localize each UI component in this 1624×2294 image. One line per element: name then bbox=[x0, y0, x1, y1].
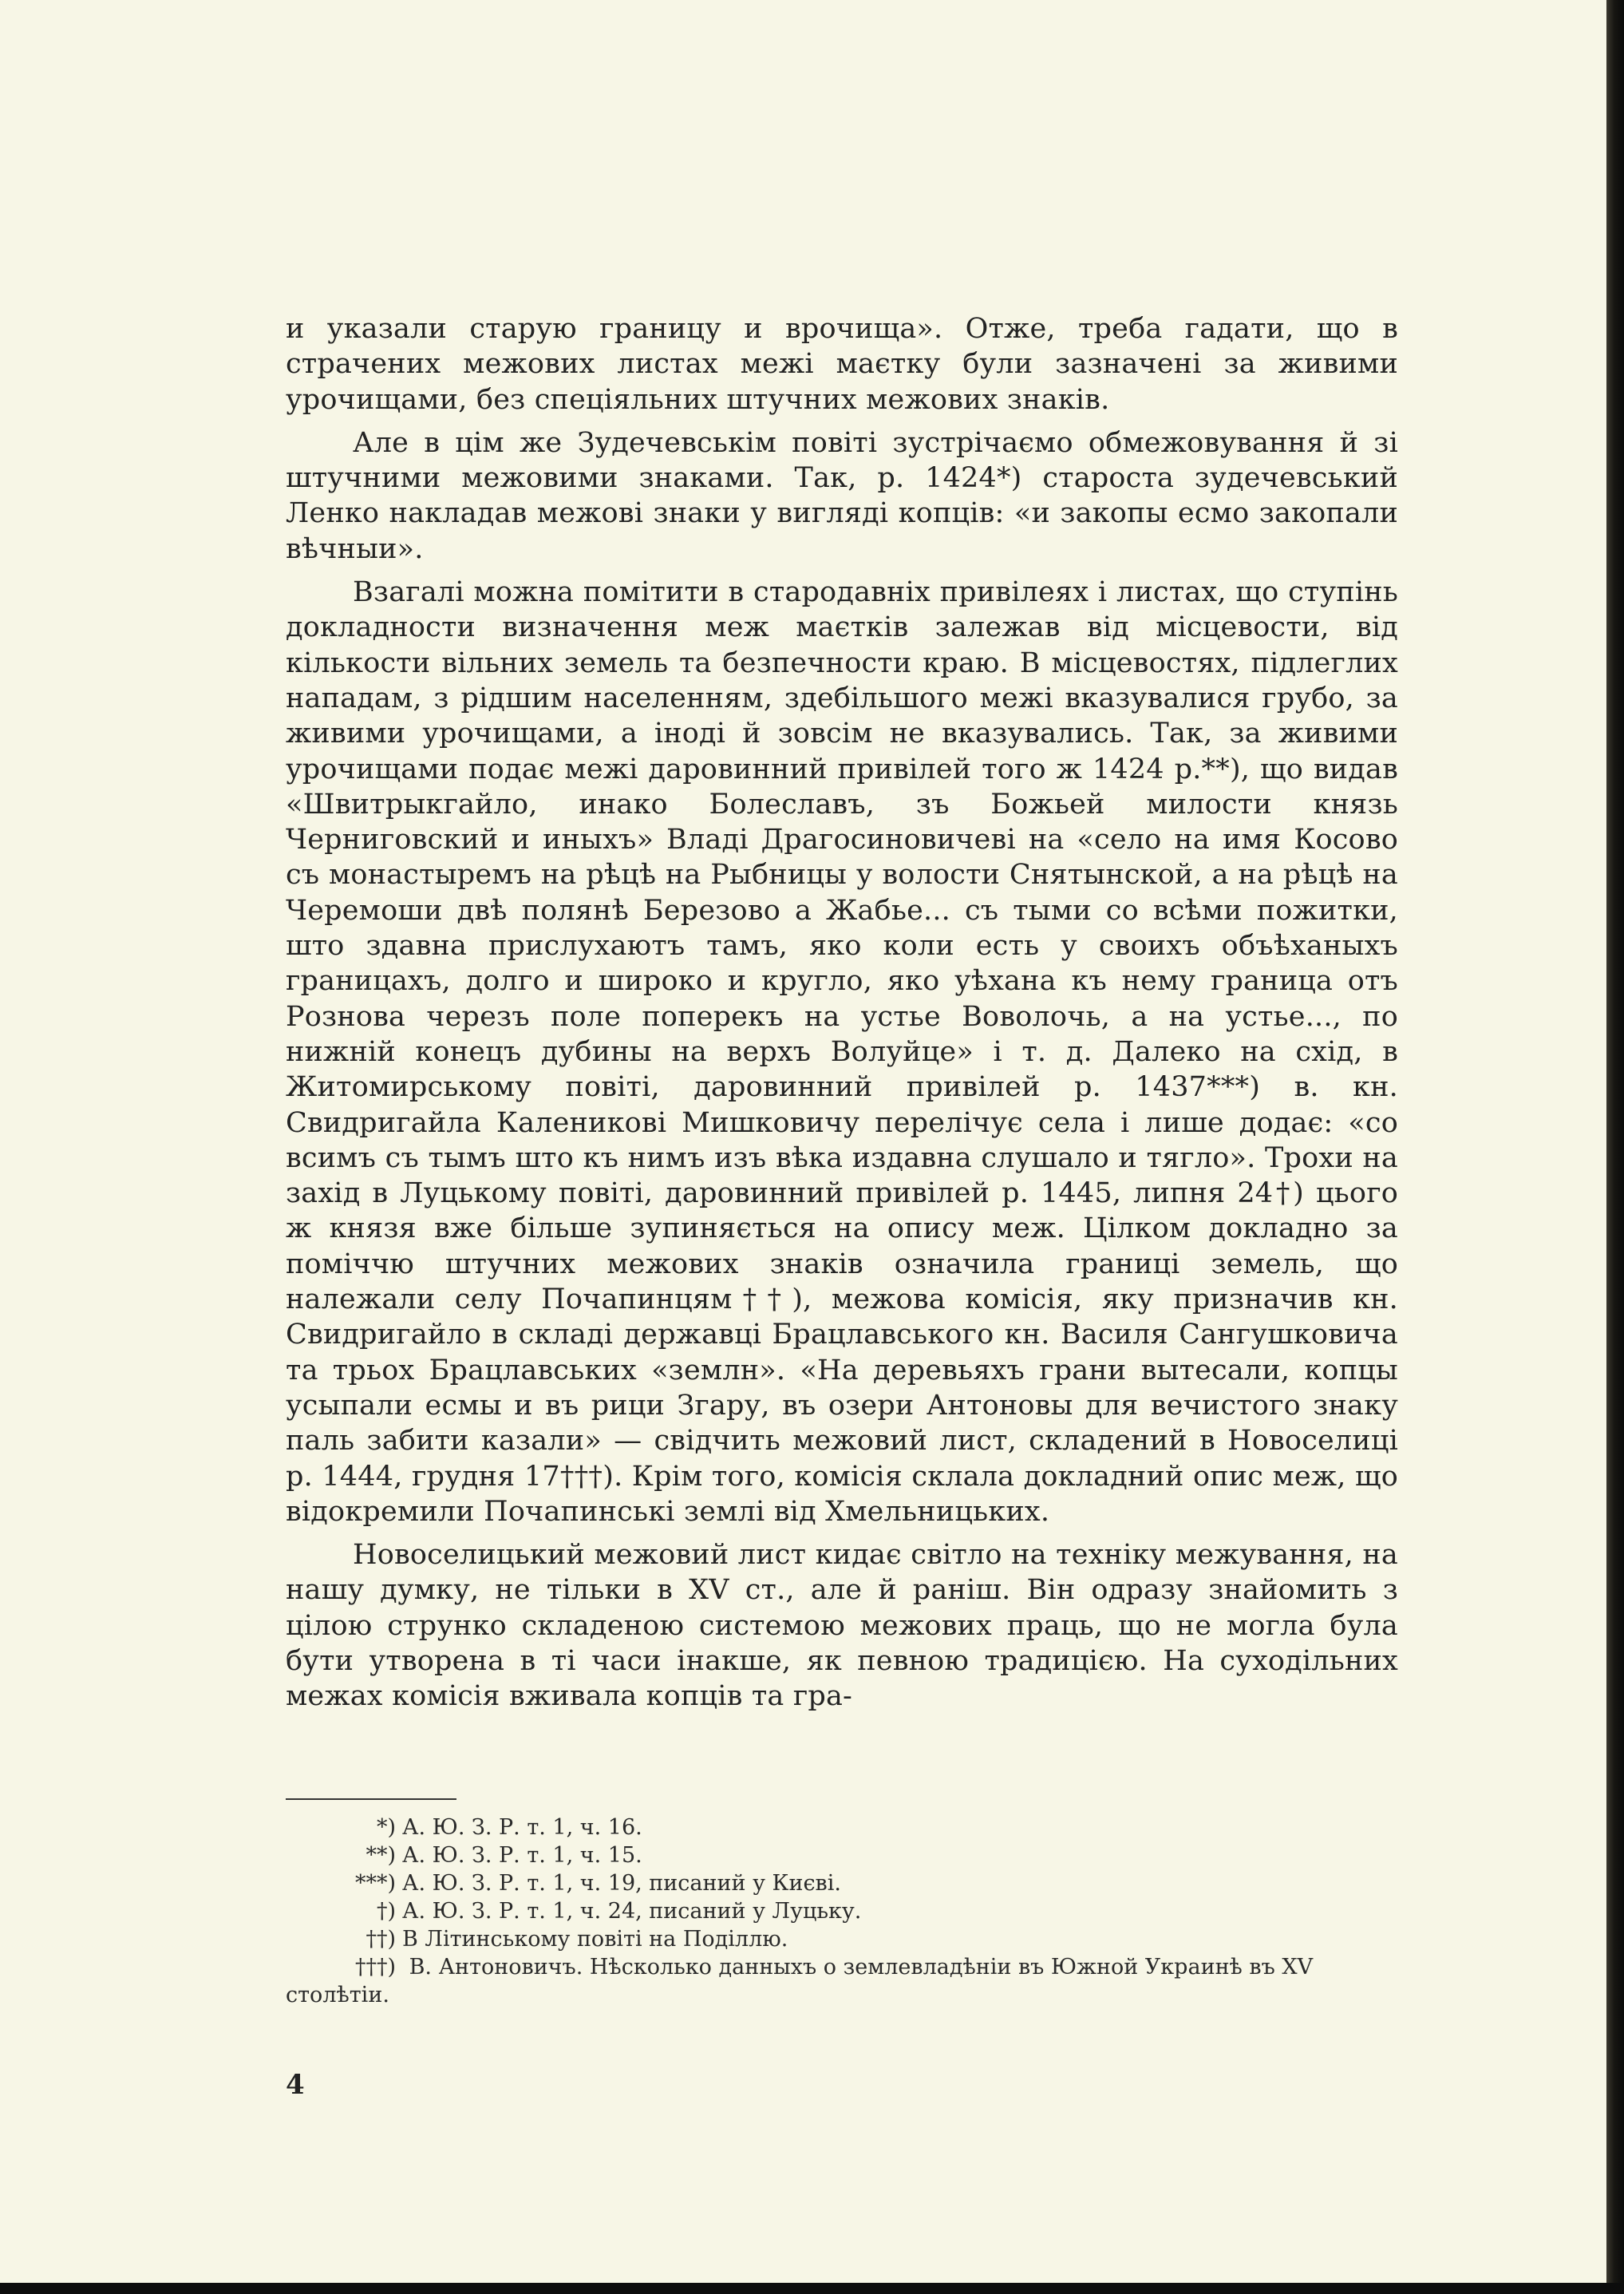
footnote-text: А. Ю. З. Р. т. 1, ч. 24, писаний у Луцьку. bbox=[402, 1899, 862, 1924]
scan-edge-bottom bbox=[0, 2283, 1624, 2294]
footnote-divider bbox=[286, 1798, 456, 1800]
footnote-mark: *) bbox=[376, 1815, 396, 1840]
footnote-2 bbox=[286, 1841, 1398, 1869]
footnote-text: В. Антоновичъ. Нѣсколько данныхъ о землевладѣніи въ Южной Украинѣ въ XV столѣтіи. bbox=[286, 1955, 1314, 2007]
footnote-mark: ***) bbox=[354, 1871, 396, 1896]
page-number: 4 bbox=[286, 2069, 305, 2101]
footnote-mark: †††) bbox=[354, 1955, 396, 1980]
paragraph-2: Але в цім же Зудечевськім повіті зустрічаємо обмежовування й зі штучними межовими знаками. Так, р. 1424*) староста зудечевський Ленко накладав межові знаки у вигляді копців: «и закопы есмо закопали вѣчныи». bbox=[286, 426, 1398, 565]
footnote-4 bbox=[286, 1897, 1398, 1925]
footnote-mark: ††) bbox=[365, 1927, 396, 1952]
body-text bbox=[286, 311, 1398, 1722]
paragraph-4: Новоселицький межовий лист кидає світло на техніку межування, на нашу думку, не тільки в XV ст., але й раніш. Він одразу знайомить з цілою струнко складеною системою межових праць, що не могла була бути утворена в ті часи інакше, як певною традицією. На суходільних межах комісія вживала копців та гра- bbox=[286, 1539, 1398, 1713]
footnote-5 bbox=[286, 1925, 1398, 1953]
footnote-mark: **) bbox=[365, 1843, 396, 1868]
footnote-3 bbox=[286, 1869, 1398, 1897]
paragraph-1: и указали старую границу и врочища». Отже, треба гадати, що в страчених межових листах межі маєтку були зазначені за живими урочищами, без спеціяльних штучних межових знаків. bbox=[286, 313, 1398, 416]
footnote-text: А. Ю. З. Р. т. 1, ч. 19, писаний у Києві. bbox=[402, 1871, 841, 1896]
paragraph-3: Взагалі можна помітити в стародавніх привілеях і листах, що ступінь докладности визначення меж маєтків залежав від місцевости, від кількости вільних земель та безпечности краю. В місцевостях, підлеглих нападам, з рідшим населенням, здебільшого межі вказувалися грубо, за живими урочищами, а іноді й зовсім не вказувались. Так, за живими урочищами подає межі даровинний привілей того ж 1424 р.**), що видав «Швитрыкгайло, инако Болеславъ, зъ Божьей милости князь Черниговский и иныхъ» Владі Драгосиновичеві на «село на имя Косово съ монастыремъ на рѣцѣ на Рыбницы у волости Снятынской, а на рѣцѣ на Черемоши двѣ полянѣ Березово а Жабье... съ тыми со всѣми пожитки, што здавна прислухаютъ тамъ, яко коли есть у своихъ объѣханыхъ границахъ, долго и широко и кругло, яко уѣхана къ нему граница отъ Рознова черезъ поле поперекъ на устье Воволочь, а на устье..., по нижній конецъ дубины на верхъ Волуйце» і т. д. Далеко на схід, в Житомирському повіті, даровинний привілей р. 1437***) в. кн. Свидригайла Каленикові Мишковичу перелічує села і лише додає: «со всимъ съ тымъ што къ нимъ изъ вѣка издавна слушало и тягло». Трохи на захід в Луцькому повіті, даровинний привілей р. 1445, липня 24†) цього ж князя вже більше зупиняється на опису меж. Цілком докладно за поміччю штучних межових знаків означила границі земель, що належали селу Почапинцям††), межова комісія, яку призначив кн. Свидригайло в складі державці Брацлавського кн. Василя Сангушковича та трьох Брацлавських «землн». «На деревьяхъ грани вытесали, копцы усыпали есмы и въ рици Згару, въ озери Антоновы для вечистого знаку паль забити казали» — свідчить межовий лист, складений в Новоселиці р. 1444, грудня 17†††). Крім того, комісія склала докладний опис меж, що відокремили Почапинські землі від Хмельницьких. bbox=[286, 576, 1398, 1528]
footnote-6 bbox=[286, 1953, 1398, 2009]
footnote-mark: †) bbox=[376, 1899, 396, 1924]
footnote-1 bbox=[286, 1813, 1398, 1841]
footnotes bbox=[286, 1813, 1398, 2009]
footnote-text: В Літинському повіті на Поділлю. bbox=[402, 1927, 788, 1952]
scan-edge-right bbox=[1606, 0, 1624, 2294]
footnote-text: А. Ю. З. Р. т. 1, ч. 16. bbox=[402, 1815, 642, 1840]
footnote-text: А. Ю. З. Р. т. 1, ч. 15. bbox=[402, 1843, 642, 1868]
